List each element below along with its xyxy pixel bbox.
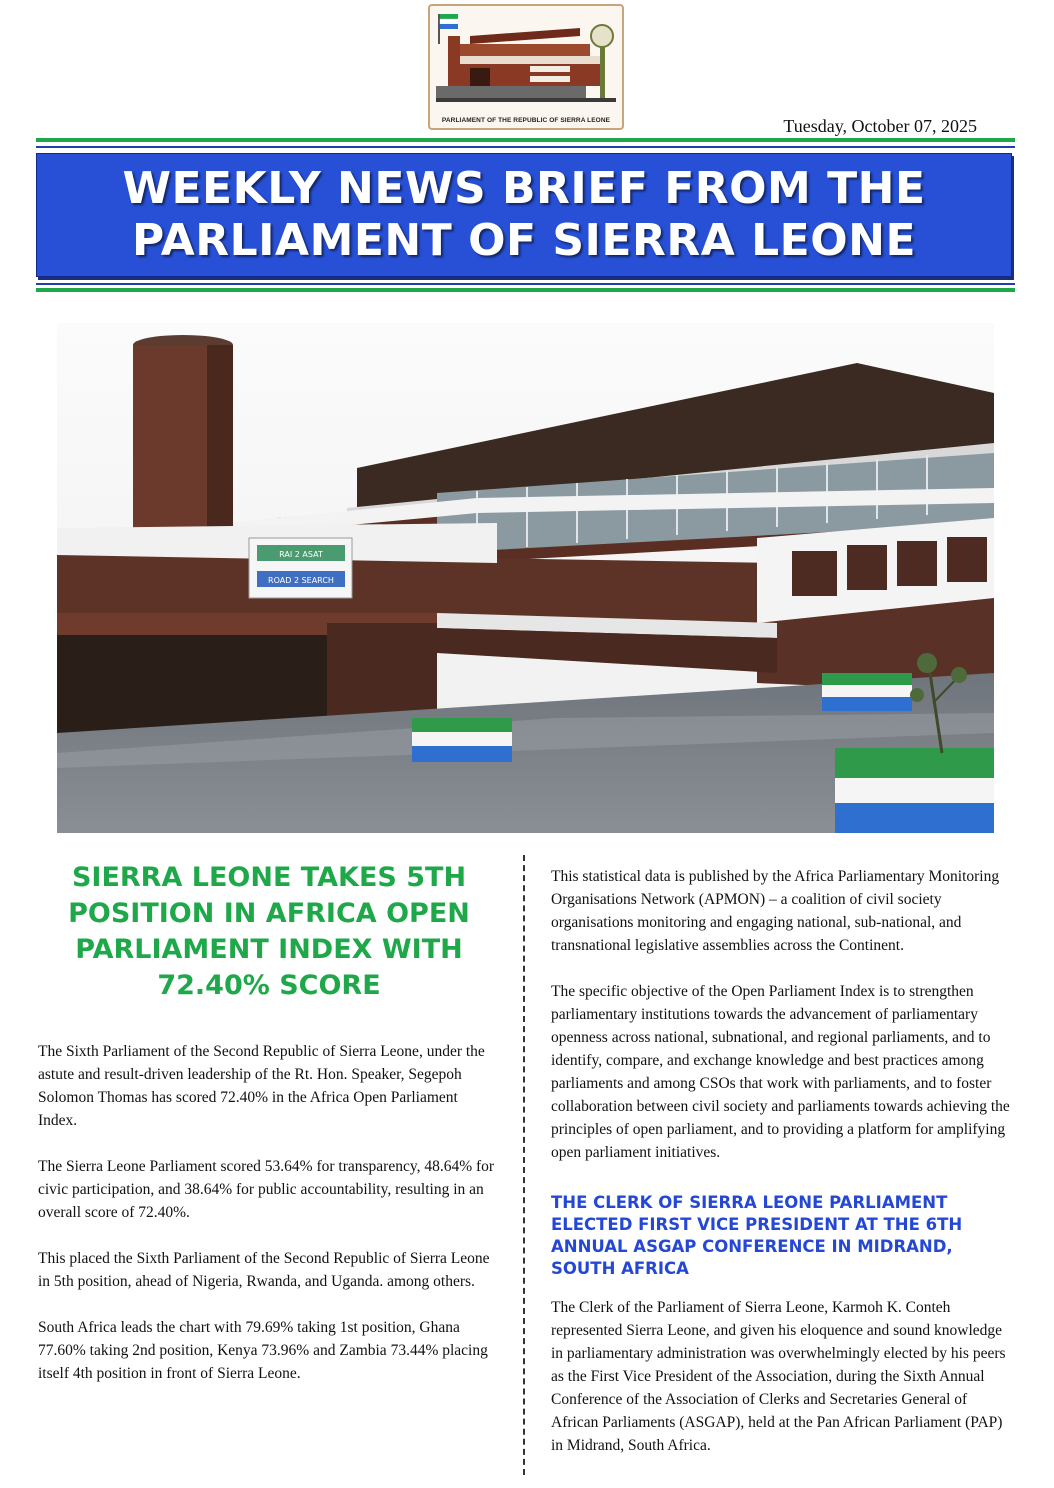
planter-left bbox=[412, 718, 512, 762]
bottom-green-rule bbox=[36, 288, 1015, 292]
title-banner bbox=[36, 153, 1012, 277]
banner-title bbox=[122, 163, 925, 267]
right-column bbox=[551, 865, 1014, 1480]
article1-paragraph-5: This statistical data is published by the Africa Parliamentary Monitoring Organisations Network (APMON) – a coalition of civil society organisations monitoring and engaging national, sub-national, and transnational legislative assemblies across the Continent. bbox=[551, 868, 1000, 954]
article2-paragraph-1: The Clerk of the Parliament of Sierra Leone, Karmoh K. Conteh represented Sierra Leone, and given his eloquence and sound knowledge in parliamentary administration was overwhelmingly elected by his peers as the First Vice President of the Association, during the Sixth Annual Conference of the Association of Clerks and Secretaries General of African Parliaments (ASGAP), held at the Pan African Parliament (PAP) in Midrand, South Africa. bbox=[551, 1299, 1006, 1454]
article2-headline: THE CLERK OF SIERRA LEONE PARLIAMENT ELECTED FIRST VICE PRESIDENT AT THE 6TH ANNUAL ASGAP CONFERENCE IN MIDRAND, SOUTH AFRICA bbox=[551, 1193, 963, 1278]
article1-headline: SIERRA LEONE TAKES 5TH POSITION IN AFRICA OPEN PARLIAMENT INDEX WITH 72.40% SCORE bbox=[68, 862, 470, 1001]
sign-text-line2: ROAD 2 SEARCH bbox=[268, 576, 334, 585]
publication-date: Tuesday, October 07, 2025 bbox=[783, 116, 977, 136]
banner-title-line1: WEEKLY NEWS BRIEF FROM THE bbox=[122, 163, 926, 214]
top-green-rule bbox=[36, 138, 1015, 142]
top-blue-rule bbox=[36, 146, 1015, 148]
bottom-blue-rule bbox=[36, 283, 1015, 285]
left-column bbox=[38, 860, 500, 1408]
parliament-building-photo bbox=[57, 323, 994, 833]
article1-paragraph-6: The specific objective of the Open Parliament Index is to strengthen parliamentary institutions towards the advancement of parliamentary openness across national, subnational, and regional parliaments, and to identify, compare, and exchange knowledge and best practices among parliaments and among CSOs that work with parliaments, and to foster collaboration between civil society and parliaments towards achieving the principles of open parliament, and to providing a platform for amplifying open parliament initiatives. bbox=[551, 983, 1010, 1161]
article1-paragraph-4: South Africa leads the chart with 79.69% taking 1st position, Ghana 77.60% taking 2nd position, Kenya 73.96% and Zambia 73.44% placing itself 4th position in front of Sierra Leone. bbox=[38, 1319, 488, 1382]
logo-caption: PARLIAMENT OF THE REPUBLIC OF SIERRA LEONE bbox=[441, 117, 611, 124]
article1-paragraph-3: This placed the Sixth Parliament of the Second Republic of Sierra Leone in 5th position, ahead of Nigeria, Rwanda, and Uganda. among others. bbox=[38, 1250, 490, 1290]
parliament-building-emblem bbox=[430, 6, 622, 114]
parliament-logo bbox=[428, 4, 624, 130]
sign-text-line1: RAI 2 ASAT bbox=[279, 550, 323, 559]
article1-paragraph-1: The Sixth Parliament of the Second Republic of Sierra Leone, under the astute and result-driven leadership of the Rt. Hon. Speaker, Segepoh Solomon Thomas has scored 72.40% in the Africa Open Parliament Index. bbox=[38, 1043, 485, 1129]
article1-paragraph-2: The Sierra Leone Parliament scored 53.64% for transparency, 48.64% for civic participation, and 38.64% for public accountability, resulting in an overall score of 72.40%. bbox=[38, 1158, 495, 1221]
column-divider bbox=[523, 855, 525, 1475]
building-illustration bbox=[57, 323, 994, 833]
planter-middle bbox=[822, 673, 912, 711]
banner-title-line2: PARLIAMENT OF SIERRA LEONE bbox=[131, 215, 916, 266]
